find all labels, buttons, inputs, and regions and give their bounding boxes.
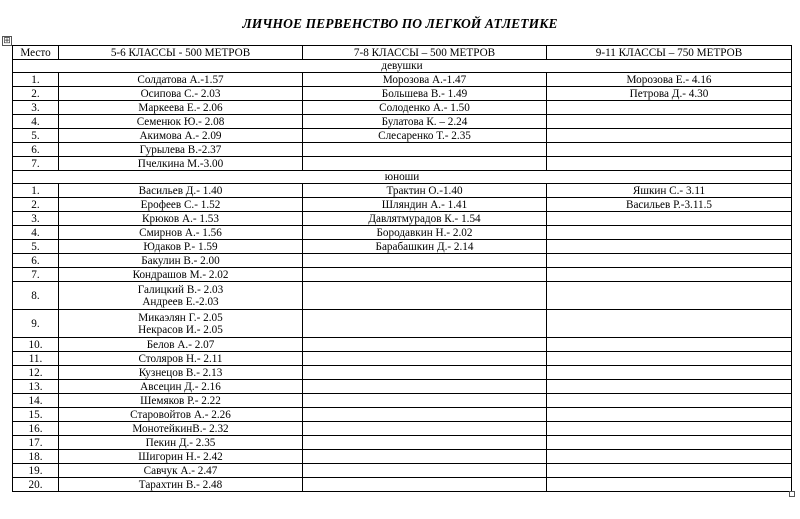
table-row: [13, 226, 792, 240]
place-cell: 7.: [13, 157, 59, 171]
place-cell: 4.: [13, 115, 59, 129]
table-row: [13, 464, 792, 478]
result-cell-grade-9-11: [547, 352, 792, 366]
result-cell-grade-7-8: [303, 157, 547, 171]
table-row: [13, 268, 792, 282]
place-cell: 8.: [13, 282, 59, 310]
result-cell-grade-9-11: [547, 226, 792, 240]
place-cell: 17.: [13, 436, 59, 450]
result-cell-grade-7-8: [303, 408, 547, 422]
table-row: [13, 129, 792, 143]
result-line: Микаэлян Г.- 2.05: [138, 311, 223, 324]
result-cell-grade-5-6: Бакулин В.- 2.00: [59, 254, 303, 268]
result-cell-grade-5-6: Шигорин Н.- 2.42: [59, 450, 303, 464]
result-cell-grade-9-11: Петрова Д.- 4.30: [547, 87, 792, 101]
place-cell: 18.: [13, 450, 59, 464]
result-cell-grade-5-6: Савчук А.- 2.47: [59, 464, 303, 478]
result-cell-grade-5-6: Шемяков Р.- 2.22: [59, 394, 303, 408]
table-row: [13, 157, 792, 171]
place-cell: 16.: [13, 422, 59, 436]
place-cell: 5.: [13, 240, 59, 254]
header-grade-5-6: 5-6 КЛАССЫ - 500 МЕТРОВ: [59, 46, 303, 60]
place-cell: 4.: [13, 226, 59, 240]
result-cell-grade-7-8: [303, 282, 547, 310]
result-cell-grade-5-6: Ерофеев С.- 1.52: [59, 198, 303, 212]
result-cell-grade-5-6: Пчелкина М.-3.00: [59, 157, 303, 171]
place-cell: 2.: [13, 87, 59, 101]
table-row: [13, 436, 792, 450]
table-row: [13, 282, 792, 310]
result-cell-grade-9-11: [547, 436, 792, 450]
result-cell-grade-5-6: Белов А.- 2.07: [59, 338, 303, 352]
place-cell: 3.: [13, 212, 59, 226]
place-cell: 6.: [13, 143, 59, 157]
result-cell-grade-9-11: [547, 129, 792, 143]
table-row: [13, 422, 792, 436]
result-cell-grade-5-6: Юдаков Р.- 1.59: [59, 240, 303, 254]
result-cell-grade-7-8: [303, 450, 547, 464]
place-cell: 15.: [13, 408, 59, 422]
result-cell-grade-5-6: Осипова С.- 2.03: [59, 87, 303, 101]
table-row: [13, 408, 792, 422]
result-cell-grade-5-6: Васильев Д.- 1.40: [59, 184, 303, 198]
result-cell-grade-5-6: Старовойтов А.- 2.26: [59, 408, 303, 422]
result-cell-grade-5-6: Смирнов А.- 1.56: [59, 226, 303, 240]
result-cell-grade-5-6: Авсецин Д.- 2.16: [59, 380, 303, 394]
place-cell: 5.: [13, 129, 59, 143]
table-row: [13, 310, 792, 338]
result-cell-grade-5-6: Столяров Н.- 2.11: [59, 352, 303, 366]
result-cell-grade-5-6: Кондрашов М.- 2.02: [59, 268, 303, 282]
result-line: Галицкий В.- 2.03: [137, 283, 224, 296]
header-grade-7-8: 7-8 КЛАССЫ – 500 МЕТРОВ: [303, 46, 547, 60]
result-cell-grade-7-8: Большева В.- 1.49: [303, 87, 547, 101]
result-cell-grade-5-6: Кузнецов В.- 2.13: [59, 366, 303, 380]
table-row: [13, 184, 792, 198]
result-cell-grade-9-11: [547, 408, 792, 422]
result-cell-grade-5-6: МонотейкинВ.- 2.32: [59, 422, 303, 436]
result-cell-grade-7-8: [303, 310, 547, 338]
result-cell-grade-5-6: Пекин Д.- 2.35: [59, 436, 303, 450]
table-row: [13, 394, 792, 408]
result-cell-grade-9-11: [547, 394, 792, 408]
header-grade-9-11: 9-11 КЛАССЫ – 750 МЕТРОВ: [547, 46, 792, 60]
results-table-body: [13, 46, 792, 492]
table-row: [13, 254, 792, 268]
place-cell: 6.: [13, 254, 59, 268]
result-cell-grade-7-8: [303, 436, 547, 450]
result-cell-grade-7-8: [303, 394, 547, 408]
place-cell: 9.: [13, 310, 59, 338]
result-cell-grade-7-8: Бородавкин Н.- 2.02: [303, 226, 547, 240]
document-title: ЛИЧНОЕ ПЕРВЕНСТВО ПО ЛЕГКОЙ АТЛЕТИКЕ: [242, 16, 558, 31]
section-row: [13, 60, 792, 73]
result-cell-grade-7-8: [303, 254, 547, 268]
header-row: [13, 46, 792, 60]
result-cell-grade-7-8: [303, 352, 547, 366]
result-cell-grade-7-8: [303, 478, 547, 492]
result-cell-grade-7-8: [303, 268, 547, 282]
table-row: [13, 352, 792, 366]
place-cell: 10.: [13, 338, 59, 352]
result-cell-grade-5-6: [59, 310, 303, 338]
result-cell-grade-9-11: [547, 450, 792, 464]
result-cell-grade-7-8: Давлятмурадов К.- 1.54: [303, 212, 547, 226]
result-cell-grade-7-8: [303, 338, 547, 352]
table-row: [13, 366, 792, 380]
table-row: [13, 101, 792, 115]
result-cell-grade-9-11: [547, 101, 792, 115]
result-cell-grade-9-11: [547, 478, 792, 492]
result-cell-grade-7-8: [303, 422, 547, 436]
result-cell-grade-9-11: [547, 212, 792, 226]
section-label: девушки: [13, 60, 792, 73]
place-cell: 11.: [13, 352, 59, 366]
result-cell-grade-7-8: Солоденко А.- 1.50: [303, 101, 547, 115]
table-row: [13, 450, 792, 464]
result-cell-grade-7-8: [303, 464, 547, 478]
result-cell-grade-7-8: Слесаренко Т.- 2.35: [303, 129, 547, 143]
result-cell-grade-5-6: Акимова А.- 2.09: [59, 129, 303, 143]
table-row: [13, 115, 792, 129]
result-cell-grade-7-8: [303, 366, 547, 380]
place-cell: 7.: [13, 268, 59, 282]
table-row: [13, 380, 792, 394]
place-cell: 1.: [13, 184, 59, 198]
result-cell-grade-5-6: Гурылева В.-2.37: [59, 143, 303, 157]
result-cell-grade-9-11: [547, 240, 792, 254]
place-cell: 2.: [13, 198, 59, 212]
result-cell-grade-5-6: Семенюк Ю.- 2.08: [59, 115, 303, 129]
result-cell-grade-9-11: [547, 282, 792, 310]
result-line: Андреев Е.-2.03: [142, 295, 219, 308]
place-cell: 3.: [13, 101, 59, 115]
place-cell: 20.: [13, 478, 59, 492]
result-cell-grade-5-6: Крюков А.- 1.53: [59, 212, 303, 226]
results-table: [12, 45, 792, 492]
result-cell-grade-5-6: Тарахтин В.- 2.48: [59, 478, 303, 492]
place-cell: 13.: [13, 380, 59, 394]
table-row: [13, 73, 792, 87]
result-cell-grade-9-11: Морозова Е.- 4.16: [547, 73, 792, 87]
table-row: [13, 87, 792, 101]
result-cell-grade-9-11: [547, 254, 792, 268]
result-cell-grade-9-11: [547, 422, 792, 436]
table-resize-handle[interactable]: [789, 491, 795, 497]
result-cell-grade-9-11: [547, 366, 792, 380]
section-label: юноши: [13, 171, 792, 184]
header-place: Место: [13, 46, 59, 60]
result-cell-grade-5-6: Маркеева Е.- 2.06: [59, 101, 303, 115]
table-move-handle-icon[interactable]: ⊞: [3, 36, 11, 46]
place-cell: 12.: [13, 366, 59, 380]
table-row: [13, 478, 792, 492]
result-cell-grade-7-8: Морозова А.-1.47: [303, 73, 547, 87]
result-cell-grade-5-6: [59, 282, 303, 310]
result-cell-grade-9-11: [547, 310, 792, 338]
table-row: [13, 338, 792, 352]
table-row: [13, 240, 792, 254]
place-cell: 19.: [13, 464, 59, 478]
place-cell: 1.: [13, 73, 59, 87]
result-line: Некрасов И.- 2.05: [138, 323, 223, 336]
result-cell-grade-9-11: [547, 143, 792, 157]
result-cell-grade-9-11: Васильев Р.-3.11.5: [547, 198, 792, 212]
result-cell-grade-9-11: Яшкин С.- 3.11: [547, 184, 792, 198]
result-cell-grade-7-8: [303, 380, 547, 394]
result-cell-grade-7-8: Трактин О.-1.40: [303, 184, 547, 198]
result-cell-grade-9-11: [547, 338, 792, 352]
table-row: [13, 212, 792, 226]
result-cell-grade-9-11: [547, 268, 792, 282]
result-cell-grade-9-11: [547, 157, 792, 171]
section-row: [13, 171, 792, 184]
result-cell-grade-9-11: [547, 380, 792, 394]
result-cell-grade-7-8: Шляндин А.- 1.41: [303, 198, 547, 212]
result-cell-grade-7-8: Булатова К. – 2.24: [303, 115, 547, 129]
table-row: [13, 198, 792, 212]
result-cell-grade-7-8: Барабашкин Д.- 2.14: [303, 240, 547, 254]
result-cell-grade-9-11: [547, 115, 792, 129]
result-cell-grade-7-8: [303, 143, 547, 157]
place-cell: 14.: [13, 394, 59, 408]
table-row: [13, 143, 792, 157]
result-cell-grade-9-11: [547, 464, 792, 478]
result-cell-grade-5-6: Солдатова А.-1.57: [59, 73, 303, 87]
